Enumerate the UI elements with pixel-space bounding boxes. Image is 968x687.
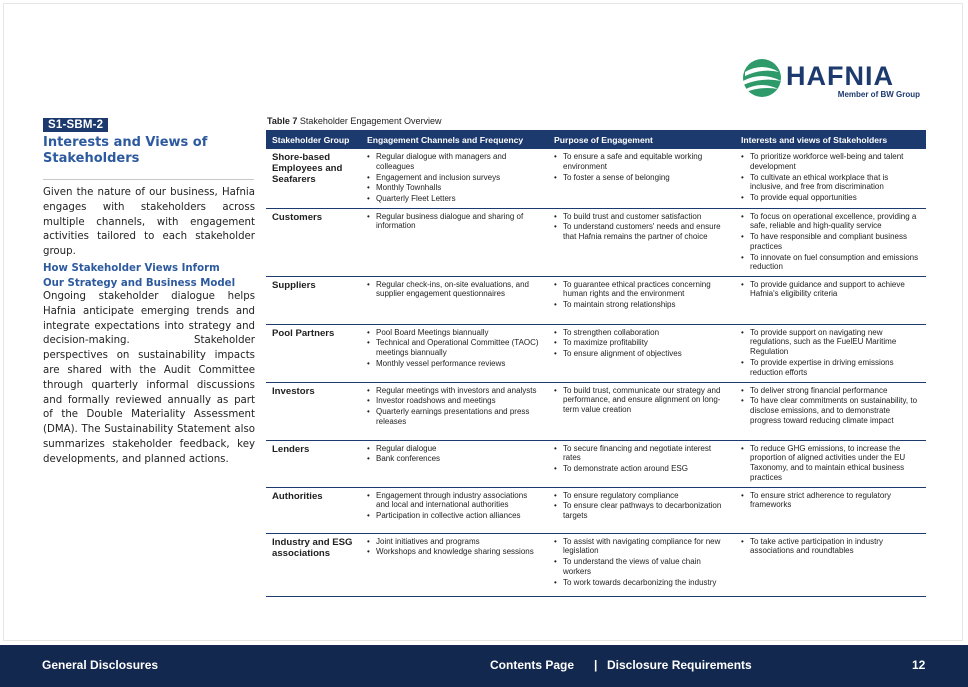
table-body [266,149,926,596]
purpose-list [554,386,729,415]
list-item: • To provide support on navigating new regulations, such as the FuelEU Maritime Regulation [741,328,920,357]
list-item: • Quarterly Fleet Letters [367,194,542,204]
interests-list [741,444,920,483]
list-item: • To guarantee ethical practices concerning human rights and the environment [554,280,729,300]
purpose-list [554,280,729,310]
channels-list [367,386,542,427]
channels-list [367,280,542,300]
body-paragraph: Ongoing stakeholder dialogue helps Hafnia anticipate emerging trends and integrate expectations into strategy and decision-making. Stakeholder perspectives on sustainability impacts are shared with the Audit Committee through quarterly informal discussions and formally reviewed annually as part of the Double Materiality Assessment (DMA). The Sustainability Statement also summarizes stakeholder feedback, key developments, and planned actions. [43,291,255,465]
list-item: • Engagement through industry associations and local and international authorities [367,491,542,511]
subheading-line-1: How Stakeholder Views Inform [43,263,220,274]
table-row [266,382,926,440]
hafnia-logo [741,57,926,102]
list-item: • Technical and Operational Committee (TAOC) meetings biannually [367,338,542,358]
table-header-row [266,130,926,149]
footer-separator: | [594,658,598,672]
channels-cell [361,208,548,276]
interests-list [741,537,920,557]
list-item: • To demonstrate action around ESG [554,464,729,474]
list-item: • To provide equal opportunities [741,193,920,203]
list-item: • To build trust and customer satisfaction [554,212,729,222]
table-row [266,324,926,382]
footer-disclosure-link[interactable]: Disclosure Requirements [607,658,752,672]
list-item: • To assist with navigating compliance for new legislation [554,537,729,557]
interests-list [741,280,920,300]
list-item: • To focus on operational excellence, providing a safe, reliable and high-quality service [741,212,920,232]
list-item: • To maintain strong relationships [554,300,729,310]
purpose-cell [548,533,735,596]
footer-section-link[interactable]: General Disclosures [42,658,159,672]
list-item: • To understand customers' needs and ensure that Hafnia remains the partner of choice [554,222,729,242]
channels-list [367,212,542,232]
list-item: • To take active participation in industry associations and roundtables [741,537,920,557]
list-item: • To secure financing and negotiate interest rates [554,444,729,464]
list-item: • Investor roadshows and meetings [367,396,542,406]
channels-cell [361,382,548,440]
purpose-cell [548,208,735,276]
list-item: • To ensure a safe and equitable working environment [554,152,729,172]
channels-cell [361,440,548,487]
interests-cell [735,533,926,596]
interests-list [741,328,920,378]
list-item: • To have clear commitments on sustainability, to disclose emissions, and to demonstrate progress toward reducing climate impact [741,396,920,425]
list-item: • Pool Board Meetings biannually [367,328,542,338]
list-item: • Workshops and knowledge sharing sessions [367,547,542,557]
list-item: • To deliver strong financial performance [741,386,920,396]
purpose-list [554,491,729,521]
header-stakeholder-group: Stakeholder Group [266,130,361,149]
subheading [43,261,255,291]
list-item: • Engagement and inclusion surveys [367,173,542,183]
list-item: • Regular meetings with investors and analysts [367,386,542,396]
purpose-list [554,328,729,359]
purpose-list [554,444,729,474]
list-item: • Regular business dialogue and sharing of information [367,212,542,232]
purpose-cell [548,324,735,382]
purpose-cell [548,487,735,533]
footer-page-number: 12 [912,658,926,672]
interests-cell [735,276,926,324]
table-caption [267,116,441,126]
list-item: • To provide guidance and support to achieve Hafnia's eligibility criteria [741,280,920,300]
list-item: • To prioritize workforce well-being and talent development [741,152,920,172]
list-item: • To ensure strict adherence to regulatory frameworks [741,491,920,511]
list-item: • To understand the views of value chain workers [554,557,729,577]
table-row [266,533,926,596]
channels-list [367,491,542,521]
interests-list [741,212,920,273]
interests-list [741,491,920,511]
list-item: • To foster a sense of belonging [554,173,729,183]
interests-cell [735,208,926,276]
list-item: • To have responsible and compliant business practices [741,232,920,252]
channels-cell [361,324,548,382]
list-item: • To cultivate an ethical workplace that is inclusive, and free from discrimination [741,173,920,193]
stakeholder-group-cell: Authorities [266,487,361,533]
stakeholder-group-cell: Pool Partners [266,324,361,382]
section-divider [43,179,254,180]
channels-cell [361,533,548,596]
list-item: • To build trust, communicate our strategy and performance, and ensure alignment on long-term value creation [554,386,729,415]
purpose-cell [548,382,735,440]
purpose-list [554,152,729,182]
channels-list [367,152,542,204]
header-engagement-channels: Engagement Channels and Frequency [361,130,548,149]
list-item: • Regular dialogue [367,444,542,454]
stakeholder-group-cell: Customers [266,208,361,276]
stakeholder-group-cell: Lenders [266,440,361,487]
interests-list [741,386,920,426]
table-row [266,276,926,324]
list-item: • Bank conferences [367,454,542,464]
list-item: • To provide expertise in driving emissions reduction efforts [741,358,920,378]
channels-cell [361,276,548,324]
interests-cell [735,440,926,487]
table-row [266,487,926,533]
list-item: • To ensure alignment of objectives [554,349,729,359]
channels-list [367,328,542,369]
intro-paragraph: Given the nature of our business, Hafnia engages with stakeholders across multiple channels, with engagement activities tailored to each stakeholder group. [43,187,255,258]
interests-cell [735,324,926,382]
interests-cell [735,487,926,533]
purpose-cell [548,276,735,324]
channels-cell [361,149,548,208]
logo-wordmark: HAFNIA [786,61,894,91]
list-item: • Joint initiatives and programs [367,537,542,547]
purpose-list [554,537,729,588]
subheading-line-2: Our Strategy and Business Model [43,278,236,289]
stakeholder-group-cell: Suppliers [266,276,361,324]
list-item: • To strengthen collaboration [554,328,729,338]
hafnia-globe-icon [741,57,783,99]
list-item: • To ensure clear pathways to decarbonization targets [554,501,729,521]
list-item: • Regular dialogue with managers and colleagues [367,152,542,172]
channels-list [367,444,542,465]
stakeholder-group-cell: Shore-based Employees and Seafarers [266,149,361,208]
stakeholder-group-cell: Industry and ESG associations [266,533,361,596]
list-item: • To innovate on fuel consumption and emissions reduction [741,253,920,273]
purpose-cell [548,149,735,208]
logo-subtitle: Member of BW Group [837,90,920,99]
table-row [266,208,926,276]
stakeholder-table [266,130,926,597]
table-row [266,440,926,487]
footer-bar [0,645,968,687]
header-purpose: Purpose of Engagement [548,130,735,149]
footer-contents-link[interactable]: Contents Page [490,658,575,672]
list-item: • To maximize profitability [554,338,729,348]
list-item: • Regular check-ins, on-site evaluations, and supplier engagement questionnaires [367,280,542,300]
header-interests: Interests and views of Stakeholders [735,130,926,149]
channels-list [367,537,542,558]
list-item: • Monthly Townhalls [367,183,542,193]
purpose-cell [548,440,735,487]
interests-cell [735,149,926,208]
list-item: • To reduce GHG emissions, to increase the proportion of aligned activities under the EU Taxonomy, and to maintain ethical business practices [741,444,920,483]
list-item: • To work towards decarbonizing the industry [554,578,729,588]
table-caption-label: Table 7 [267,116,298,126]
list-item: • To ensure regulatory compliance [554,491,729,501]
section-title: Interests and Views of Stakeholders [43,135,208,166]
purpose-list [554,212,729,242]
stakeholder-group-cell: Investors [266,382,361,440]
list-item: • Quarterly earnings presentations and press releases [367,407,542,427]
list-item: • Monthly vessel performance reviews [367,359,542,369]
interests-list [741,152,920,203]
list-item: • Participation in collective action alliances [367,511,542,521]
table-row [266,149,926,208]
channels-cell [361,487,548,533]
interests-cell [735,382,926,440]
table-caption-text: Stakeholder Engagement Overview [299,116,442,126]
section-tag: S1-SBM-2 [43,118,108,132]
